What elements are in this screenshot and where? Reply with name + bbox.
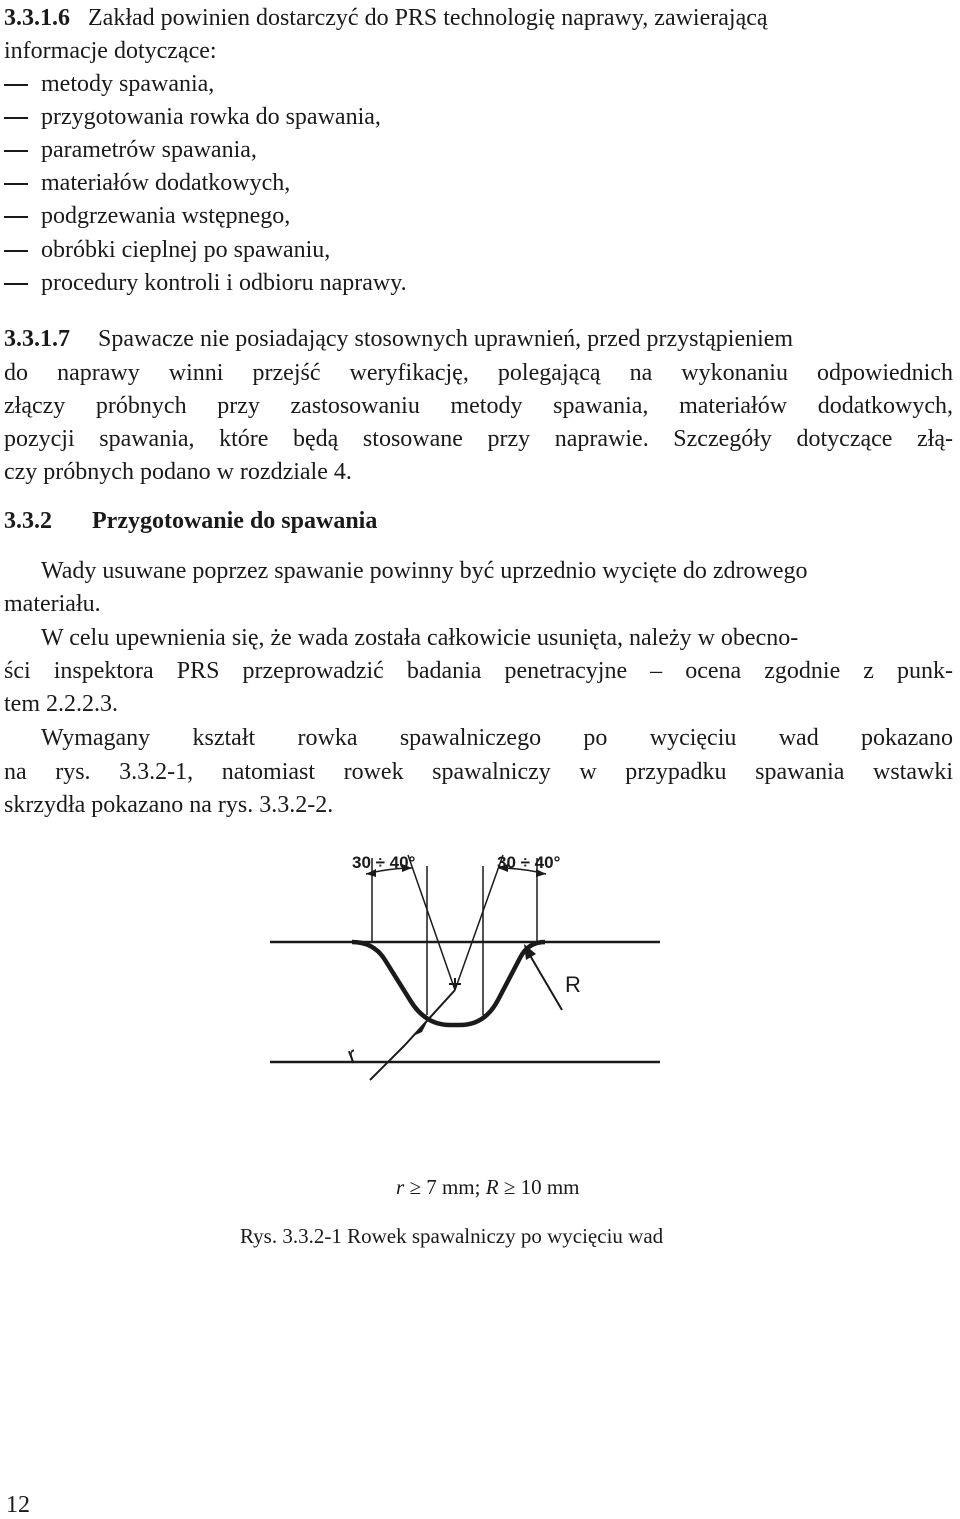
formula-R: R [485,1175,499,1199]
list-dash [4,283,28,285]
list-item: materiałów dodatkowych, [41,170,291,196]
paragraph-332-p3-line3: skrzydła pokazano na rys. 3.3.2-2. [4,792,334,818]
list-dash [4,117,28,119]
list-dash [4,84,28,86]
paragraph-3317-line4: pozycji spawania, które będą stosowane przy naprawie. Szczegóły dotyczące złą- [4,426,953,452]
list-dash [4,150,28,152]
list-dash [4,250,28,252]
figure-caption: Rys. 3.3.2-1 Rowek spawalniczy po wycięciu wad [240,1224,664,1248]
intro-text-3316: Zakład powinien dostarczyć do PRS technologię naprawy, zawierającą [88,5,768,31]
paragraph-3317-line3: złączy próbnych przy zastosowaniu metody spawania, materiałów dodatkowych, [4,393,953,419]
list-item: procedury kontroli i odbioru naprawy. [41,270,407,296]
section-number-3317: 3.3.1.7 [4,326,70,352]
angle-label-right: 30 ÷ 40° [497,853,561,872]
paragraph-332-p3-line2: na rys. 3.3.2-1, natomiast rowek spawalniczy w przypadku spawania wstawki [4,759,953,785]
list-item: metody spawania, [41,71,215,97]
label-r: r [343,1041,361,1070]
list-item: podgrzewania wstępnego, [41,203,291,229]
section-number-332: 3.3.2 [4,508,52,534]
figure-formula [396,1175,580,1200]
paragraph-3317-line1 [4,323,793,356]
list-dash [4,183,28,185]
paragraph-332-p2-line3: tem 2.2.2.3. [4,691,118,717]
weld-groove-figure [0,830,960,1170]
angle-line-left [408,855,455,990]
section-heading-332 [4,505,377,538]
paragraph-332-p1-line2: materiału. [4,591,101,617]
section-title-332: Przygotowanie do spawania [92,508,378,534]
paragraph-3317-line5: czy próbnych podano w rozdziale 4. [4,459,352,485]
angle-line-right [455,855,503,990]
intro-text-3316-line2: informacje dotyczące: [4,38,217,64]
paragraph-3317-line2: do naprawy winni przejść weryfikację, polegającą na wykonaniu odpowiednich [4,360,953,386]
list-item: parametrów spawania, [41,137,257,163]
paragraph-3317-text: Spawacze nie posiadający stosownych uprawnień, przed przystąpieniem [98,326,794,352]
list-dash [4,216,28,218]
formula-r: r [396,1175,405,1199]
paragraph-332-p2-line1: W celu upewnienia się, że wada została całkowicie usunięta, należy w obecno- [41,625,799,651]
groove-profile [352,942,545,1025]
radius-r-leader [405,990,455,1045]
angle-label-left: 30 ÷ 40° [352,853,416,872]
radius-R-leader [528,952,562,1010]
formula-mid: ≥ 7 mm; [404,1175,486,1199]
label-R: R [565,972,581,997]
paragraph-332-p1-line1: Wady usuwane poprzez spawanie powinny być uprzednio wycięte do zdrowego [41,558,808,584]
paragraph-3316-line1 [4,2,953,35]
section-number-3316: 3.3.1.6 [4,5,70,31]
paragraph-332-p3-line1: Wymagany kształt rowka spawalniczego po wycięciu wad pokazano [41,725,953,751]
formula-end: ≥ 10 mm [498,1175,580,1199]
list-item: obróbki cieplnej po spawaniu, [41,237,331,263]
page-number: 12 [6,1492,30,1518]
paragraph-332-p2-line2: ści inspektora PRS przeprowadzić badania penetracyjne – ocena zgodnie z punk- [4,658,953,684]
list-item: przygotowania rowka do spawania, [41,104,381,130]
